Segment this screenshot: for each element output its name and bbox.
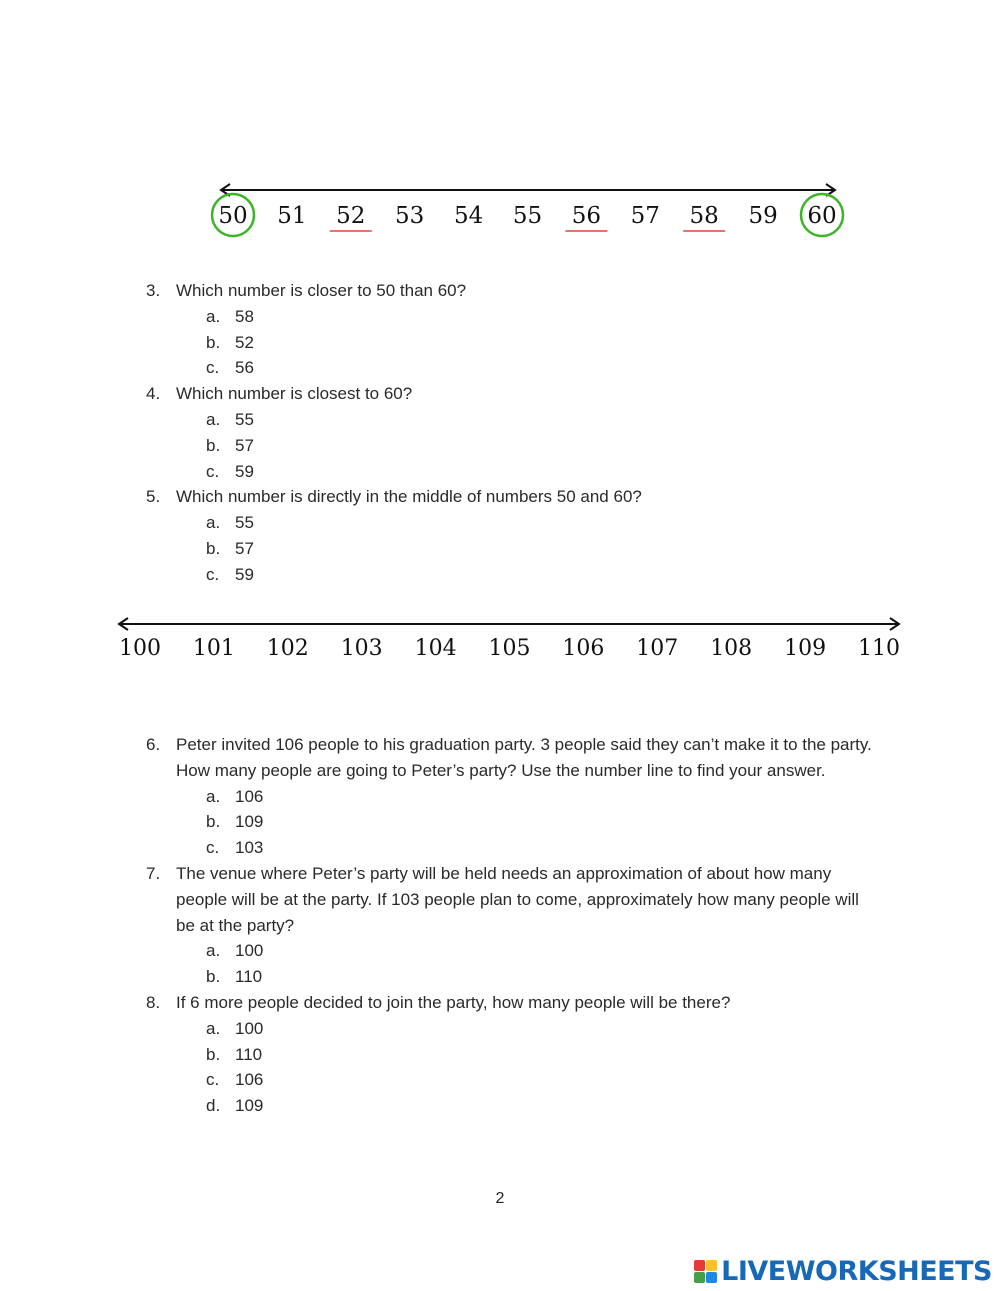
answer-option[interactable]: [206, 835, 876, 861]
question-number: 5.: [146, 487, 161, 507]
question-number: 3.: [146, 281, 161, 300]
answer-option[interactable]: [206, 1067, 876, 1093]
option-letter: b.: [206, 967, 221, 987]
option-letter: b.: [206, 538, 221, 558]
page-number: 2: [495, 1190, 505, 1207]
option-letter: b.: [206, 1044, 221, 1064]
number-line-2-label-108: 108: [710, 636, 753, 661]
option-value: 57: [235, 435, 254, 455]
question-number: 8.: [146, 992, 161, 1012]
question-7: [146, 861, 876, 990]
option-value: 59: [235, 461, 254, 481]
option-value: 59: [235, 564, 254, 584]
option-value: 110: [235, 1044, 263, 1064]
number-line-2-label-109: 109: [784, 636, 827, 661]
question-text: The venue where Peter’s party will be held needs an approximation of about how many people will be at the party. If 103 people plan to come, approximately how many people will be at the party?: [176, 863, 859, 935]
option-value: 109: [235, 812, 264, 832]
question-text: Which number is closer to 50 than 60?: [176, 281, 467, 300]
question-number: 6.: [146, 735, 161, 754]
question-text: If 6 more people decided to join the party, how many people will be there?: [176, 992, 731, 1012]
number-line-1-label-55: 55: [512, 203, 543, 229]
number-line-1-label-51: 51: [277, 203, 307, 229]
question-number: 4.: [146, 384, 161, 404]
option-letter: d.: [206, 1096, 221, 1116]
number-line-1-label-50: 50: [218, 203, 248, 229]
number-line-2-label-103: 103: [340, 636, 383, 661]
option-letter: c.: [206, 838, 220, 858]
question-8: [146, 990, 876, 1119]
option-letter: a.: [206, 513, 221, 533]
answer-option[interactable]: [206, 1042, 876, 1068]
answer-option[interactable]: [206, 1016, 876, 1042]
option-letter: c.: [206, 564, 220, 584]
question-text: Which number is closest to 60?: [176, 384, 413, 404]
option-letter: c.: [206, 461, 220, 481]
option-value: 100: [235, 1018, 264, 1038]
number-line-1-label-54: 54: [453, 203, 484, 229]
number-line-2-label-102: 102: [266, 636, 309, 661]
number-line-1-label-59: 59: [748, 203, 778, 229]
question-text: Peter invited 106 people to his graduation party. 3 people said they can’t make it to the party. How many people are going to Peter’s party? Use the number line to find your answer.: [176, 735, 872, 780]
option-letter: a.: [206, 941, 221, 961]
option-letter: a.: [206, 409, 221, 429]
number-line-2-label-107: 107: [636, 636, 679, 661]
logo-text: LIVEWORKSHEETS: [721, 1255, 992, 1287]
number-line-1-label-53: 53: [395, 203, 425, 229]
liveworksheets-logo: [694, 1254, 992, 1288]
option-letter: b.: [206, 812, 221, 832]
option-value: 58: [235, 306, 254, 326]
answer-option[interactable]: [206, 1093, 876, 1119]
number-line-2-label-106: 106: [562, 636, 605, 661]
number-line-1-label-58: 58: [689, 203, 719, 229]
number-line-2-label-104: 104: [414, 636, 457, 661]
answer-option[interactable]: [206, 809, 876, 835]
question-6: [146, 732, 876, 861]
option-value: 55: [235, 513, 254, 533]
number-line-1-label-57: 57: [630, 203, 660, 229]
number-line-2-label-100: 100: [119, 636, 161, 661]
option-value: 52: [235, 332, 254, 352]
option-letter: b.: [206, 332, 221, 352]
number-line-1-label-60: 60: [807, 203, 837, 229]
option-letter: a.: [206, 786, 221, 806]
option-value: 57: [235, 538, 254, 558]
number-line-1-label-52: 52: [336, 203, 366, 229]
option-value: 100: [235, 941, 264, 961]
answer-option[interactable]: [206, 964, 876, 990]
number-line-2-label-101: 101: [192, 636, 235, 661]
option-value: 103: [235, 838, 264, 858]
questions-block-2: [146, 732, 876, 1119]
logo-mark-icon: [694, 1260, 717, 1283]
option-letter: a.: [206, 306, 221, 326]
answer-option[interactable]: [206, 784, 876, 810]
option-value: 109: [235, 1096, 264, 1116]
option-value: 55: [235, 409, 254, 429]
answer-option[interactable]: [206, 938, 876, 964]
option-value: 106: [235, 786, 264, 806]
option-letter: c.: [206, 1070, 220, 1090]
question-text: Which number is directly in the middle of numbers 50 and 60?: [176, 487, 642, 507]
option-value: 110: [235, 967, 263, 987]
option-letter: b.: [206, 435, 221, 455]
option-letter: c.: [206, 358, 220, 378]
number-line-1-label-56: 56: [571, 203, 602, 229]
option-value: 56: [235, 358, 254, 378]
question-number: 7.: [146, 863, 161, 883]
number-line-2-label-105: 105: [488, 636, 531, 661]
number-line-2-label-110: 110: [858, 636, 900, 661]
option-value: 106: [235, 1070, 264, 1090]
option-letter: a.: [206, 1018, 221, 1038]
